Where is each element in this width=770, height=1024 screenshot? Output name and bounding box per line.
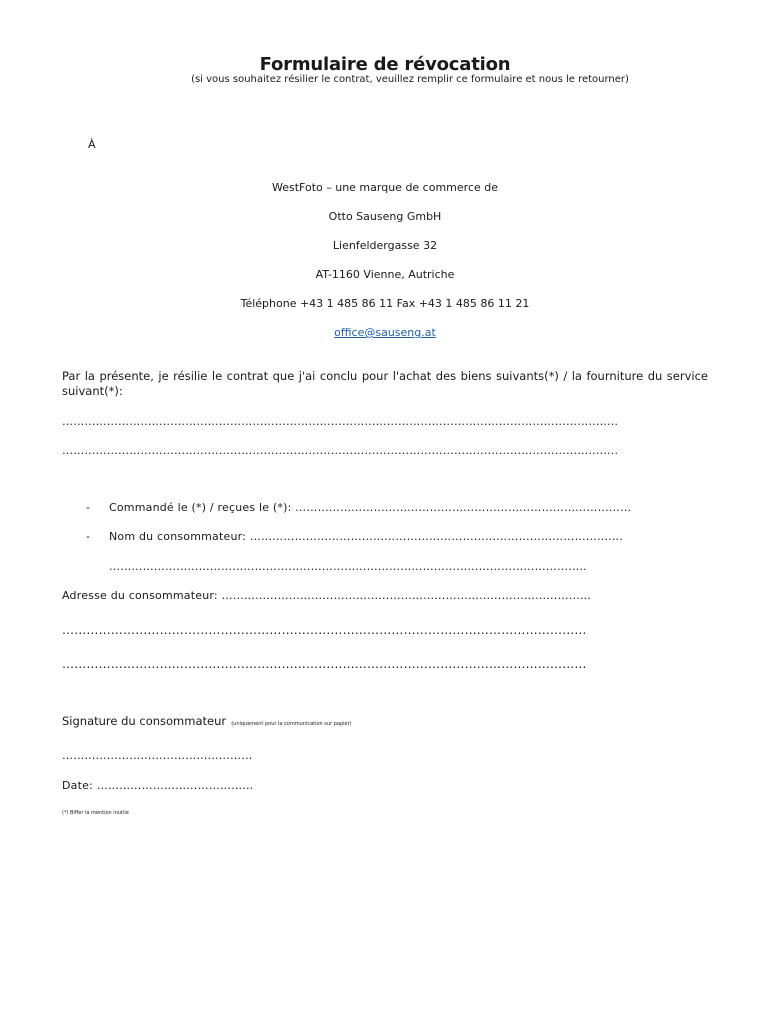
form-subtitle: (si vous souhaitez résilier le contrat, veuillez remplir ce formulaire et nous le retourner): [191, 74, 629, 85]
signature-line: ……………………………………………: [62, 749, 253, 762]
name-bullet: -: [86, 530, 90, 543]
goods-blank-line-2: …………………………………………………………………………………………………………………………………..: [62, 444, 619, 457]
ordered-bullet: -: [86, 501, 90, 514]
declaration-text: Par la présente, je résilie le contrat que j'ai conclu pour l'achat des biens suivants(*) / la fourniture du service suivant(*):: [62, 369, 708, 398]
date-field: Date: ……………………………………: [62, 779, 254, 792]
consumer-name-field: Nom du consommateur: ……………………………………………………………………………………….: [109, 530, 624, 543]
form-title: Formulaire de révocation: [259, 54, 511, 75]
consumer-address-line-3: …………………………………………………………………………………………………………………: [62, 657, 587, 671]
signature-note: (uniquement pour la communication sur papier): [231, 721, 352, 727]
consumer-address-field: Adresse du consommateur: ………………………………………………………………………………………: [62, 589, 592, 602]
consumer-name-continuation: ………………………………………………………………………………………………………………..: [109, 560, 587, 573]
recipient-to: À: [88, 138, 96, 151]
recipient-line-4: AT-1160 Vienne, Autriche: [315, 268, 455, 281]
footnote: (*) Biffer la mention inutile: [62, 810, 129, 816]
recipient-line-1: WestFoto – une marque de commerce de: [271, 181, 499, 194]
recipient-phone-fax: Téléphone +43 1 485 86 11 Fax +43 1 485 86 11 21: [240, 297, 530, 310]
recipient-line-2: Otto Sauseng GmbH: [328, 210, 442, 223]
signature-label: Signature du consommateur: [62, 714, 227, 728]
ordered-date-field: Commandé le (*) / reçues le (*): ………………………………………………………………………………: [109, 501, 632, 514]
recipient-email-link[interactable]: office@sauseng.at: [334, 326, 436, 339]
goods-blank-line-1: …………………………………………………………………………………………………………………………………..: [62, 415, 619, 428]
consumer-address-line-2: …………………………………………………………………………………………………………………: [62, 623, 587, 637]
recipient-line-3: Lienfeldergasse 32: [332, 239, 438, 252]
